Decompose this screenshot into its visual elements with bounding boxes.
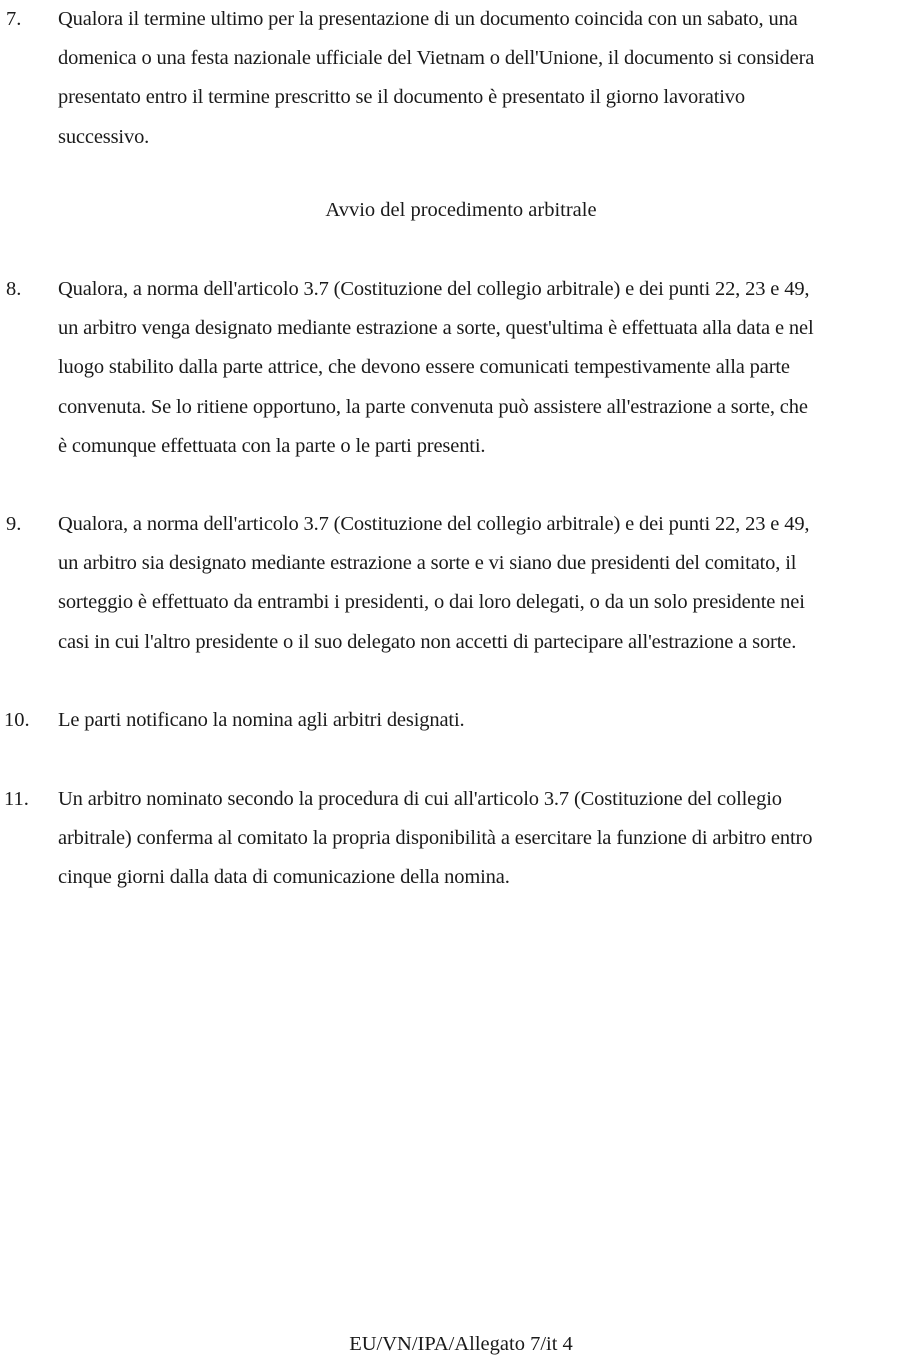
paragraph-text bbox=[58, 780, 922, 898]
paragraph-number: 10. bbox=[4, 709, 30, 731]
text-line: Un arbitro nominato secondo la procedura di cui all'articolo 3.7 (Costituzione del collegio bbox=[58, 788, 782, 810]
text-line: un arbitro sia designato mediante estrazione a sorte e vi siano due presidenti del comitato, il bbox=[58, 552, 797, 575]
text-line: arbitrale) conferma al comitato la propria disponibilità a esercitare la funzione di arbitro entro bbox=[58, 827, 813, 850]
text-line: Qualora, a norma dell'articolo 3.7 (Costituzione del collegio arbitrale) e dei punti 22, 23 e 49, bbox=[58, 278, 810, 300]
paragraph-text bbox=[58, 701, 922, 740]
paragraph-text bbox=[58, 270, 922, 466]
text-line: Qualora il termine ultimo per la presentazione di un documento coincida con un sabato, una bbox=[58, 8, 798, 30]
text-line: domenica o una festa nazionale ufficiale del Vietnam o dell'Unione, il documento si considera bbox=[58, 47, 815, 70]
text-line: Qualora, a norma dell'articolo 3.7 (Costituzione del collegio arbitrale) e dei punti 22, 23 e 49, bbox=[58, 513, 810, 535]
paragraph-8 bbox=[0, 270, 922, 466]
text-line: Le parti notificano la nomina agli arbitri designati. bbox=[58, 709, 465, 731]
paragraph-9 bbox=[0, 505, 922, 662]
page-footer: EU/VN/IPA/Allegato 7/it 4 bbox=[349, 1333, 573, 1355]
section-heading: Avvio del procedimento arbitrale bbox=[325, 199, 597, 221]
paragraph-number: 9. bbox=[6, 513, 22, 535]
text-line: è comunque effettuata con la parte o le parti presenti. bbox=[58, 434, 486, 457]
text-line: successivo. bbox=[58, 125, 150, 148]
text-line: cinque giorni dalla data di comunicazione della nomina. bbox=[58, 866, 510, 889]
text-line: sorteggio è effettuato da entrambi i presidenti, o dai loro delegati, o da un solo presidente nei bbox=[58, 591, 805, 614]
text-line: convenuta. Se lo ritiene opportuno, la parte convenuta può assistere all'estrazione a sorte, che bbox=[58, 395, 808, 418]
paragraph-number: 11. bbox=[4, 788, 29, 810]
paragraph-11 bbox=[0, 780, 922, 898]
text-line: presentato entro il termine prescritto se il documento è presentato il giorno lavorativo bbox=[58, 86, 746, 109]
paragraph-7 bbox=[0, 0, 922, 157]
text-line: luogo stabilito dalla parte attrice, che devono essere comunicati tempestivamente alla parte bbox=[58, 356, 790, 379]
paragraph-number: 7. bbox=[6, 8, 22, 30]
paragraph-text bbox=[58, 0, 922, 157]
text-line: un arbitro venga designato mediante estrazione a sorte, quest'ultima è effettuata alla data e nel bbox=[58, 317, 814, 340]
text-line: casi in cui l'altro presidente o il suo delegato non accetti di partecipare all'estrazione a sorte. bbox=[58, 630, 797, 653]
paragraph-10 bbox=[0, 701, 922, 740]
paragraph-text bbox=[58, 505, 922, 662]
paragraph-number: 8. bbox=[6, 278, 22, 300]
